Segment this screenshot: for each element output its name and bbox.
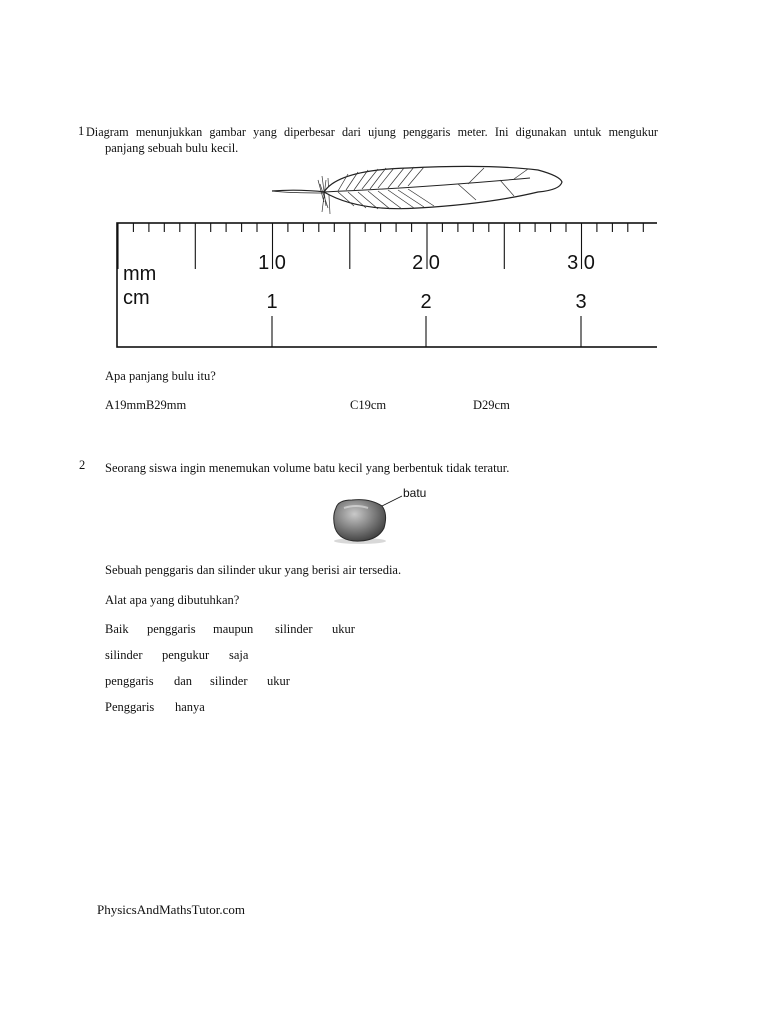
word: Penggaris [105,700,155,714]
footer-source: PhysicsAndMathsTutor.com [97,902,245,917]
question-1-stem-line2: panjang sebuah bulu kecil. [105,141,239,155]
feather-illustration [268,162,568,222]
ruler-mm-label-10: 1 0 [258,252,286,274]
ruler [115,222,657,350]
word: silinder [275,622,313,636]
word: silinder [210,674,248,688]
ruler-outline [117,223,657,347]
option-d[interactable]: D29cm [473,398,510,412]
option-row-1[interactable] [105,622,355,637]
word: Baik [105,622,129,636]
question-1-stem-line1: Diagram menunjukkan gambar yang diperbesar dari ujung penggaris meter. Ini digunakan untuk mengukur [86,125,658,139]
question-2-prompt: Alat apa yang dibutuhkan? [105,593,240,607]
word: maupun [213,622,254,636]
ruler-mm-label-30: 3 0 [567,252,595,274]
ruler-cm-label-1: 1 [266,291,278,313]
option-row-4[interactable] [105,700,205,715]
question-2-info: Sebuah penggaris dan silinder ukur yang berisi air tersedia. [105,563,402,577]
word: penggaris [105,674,154,688]
word: silinder [105,648,143,662]
word: ukur [332,622,355,636]
question-1-prompt: Apa panjang bulu itu? [105,369,216,383]
question-2-stem: Seorang siswa ingin menemukan volume batu kecil yang berbentuk tidak teratur. [105,461,510,475]
stone-label: batu [403,486,427,500]
stone-label-leader [382,496,402,506]
stone-illustration [326,484,446,548]
word: saja [229,648,249,662]
option-c[interactable]: C19cm [350,398,387,412]
ruler-cm-label-3: 3 [575,291,587,313]
option-a-b[interactable]: A19mmB29mm [105,398,187,412]
ruler-unit-cm: cm [123,287,150,309]
question-2-number: 2 [79,458,86,472]
word: pengukur [162,648,210,662]
word: hanya [175,700,205,714]
word: penggaris [147,622,196,636]
ruler-mm-label-20: 2 0 [412,252,440,274]
word: ukur [267,674,290,688]
option-row-3[interactable] [105,674,290,689]
option-row-2[interactable] [105,648,248,663]
question-1-number: 1 [78,124,85,138]
word: dan [174,674,193,688]
ruler-cm-label-2: 2 [420,291,432,313]
ruler-unit-mm: mm [123,263,157,285]
